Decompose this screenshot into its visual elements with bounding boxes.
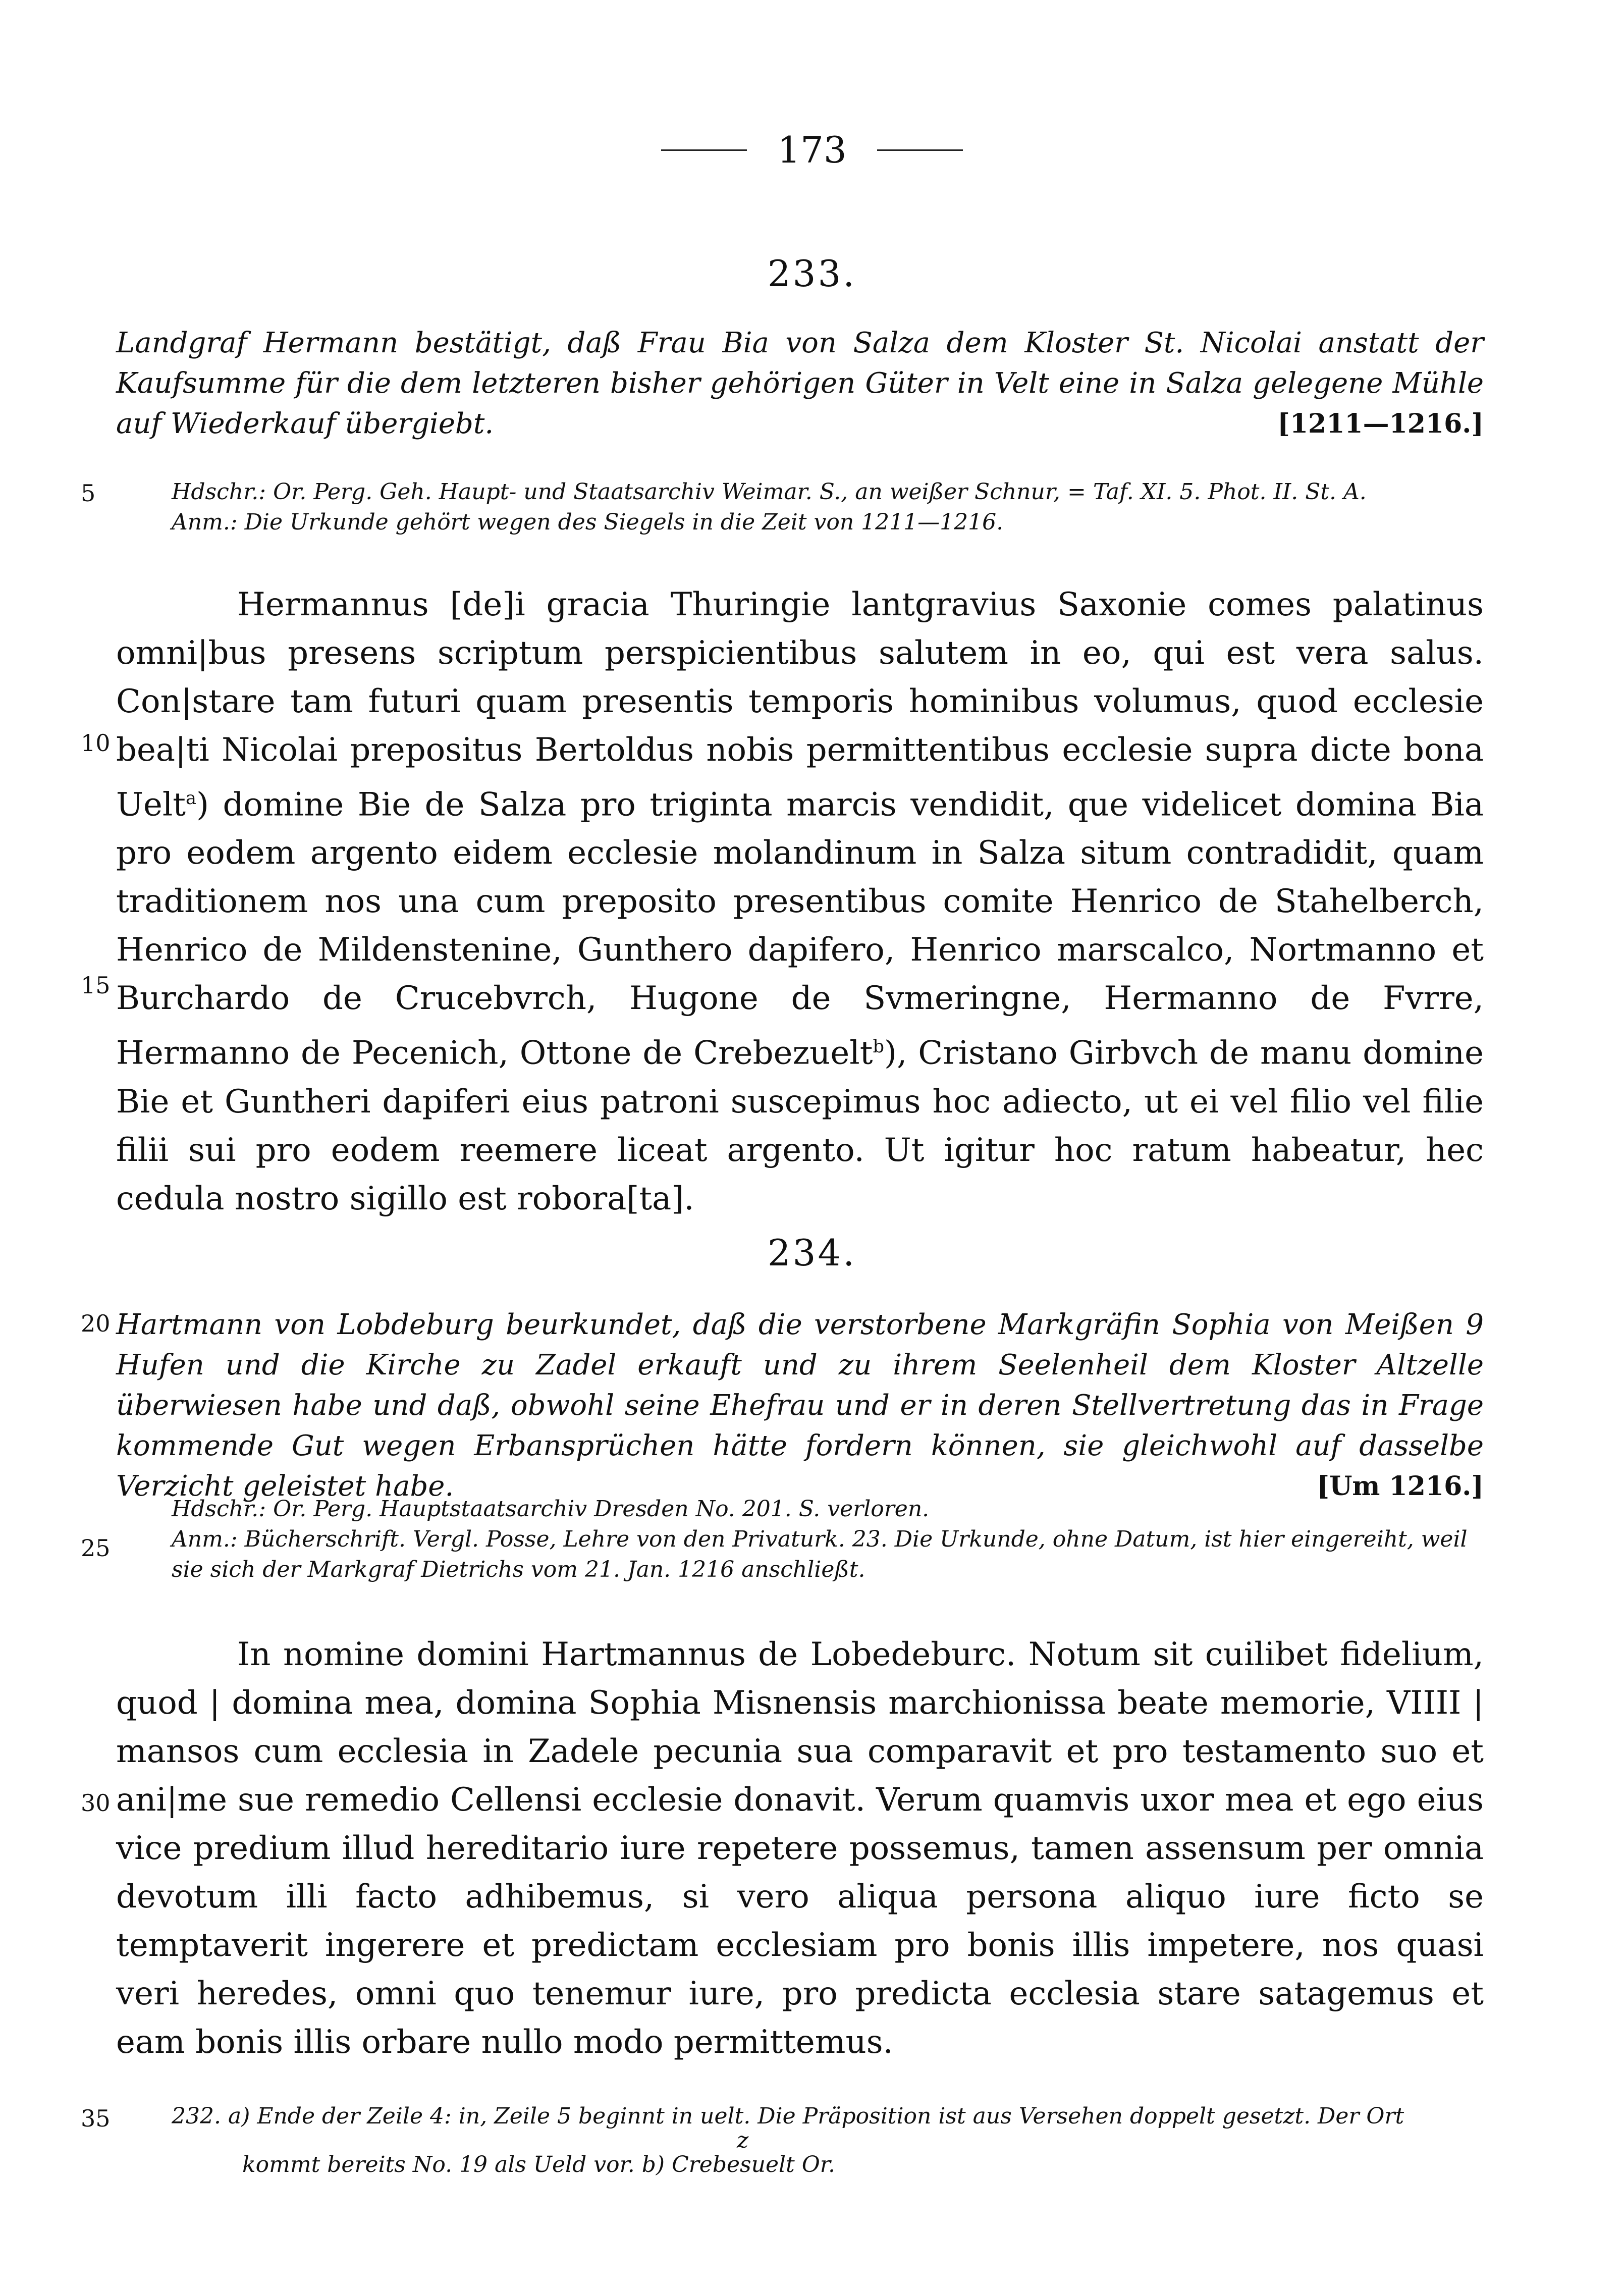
doc-234-regest-text: Hartmann von Lobdeburg beurkundet, daß die verstorbene Markgräfin Sophia von Meißen 9 Hufen und die Kirche zu Zadel erkauft und zu ihrem Seelenheil dem Kloster Altzelle überwiesen habe und daß, obwohl seine Ehefrau und er in deren Stellvertretung das in Frage kommende Gut wegen Erbansprüchen hätte fordern können, sie gleichwohl auf dasselbe Verzicht geleistet habe. <box>116 1308 1484 1503</box>
doc-233-text-a: Hermannus [de]i gracia Thuringie lantgravius Saxonie comes palatinus omni|bus presens scriptum perspicientibus salutem in eo, qui est vera salus. Con|stare tam futuri quam presentis temporis hominibus volumus, quod ecclesie bea|ti Nicolai prepositus Bertoldus nobis permittentibus ecclesie supra dicte bona Uelt <box>116 586 1484 824</box>
doc-233-text-b: ) domine Bie de Salza pro triginta marcis vendidit, que videlicet domina Bia pro eodem argento eidem ecclesie molandinum in Salza situm contradidit, quam traditionem nos una cum preposito presentibus comite Henrico de Stahelberch, Henrico de Mildenstenine, Gunthero dapifero, Henrico marscalco, Nortmanno et Burchardo de Crucebvrch, Hugone de Svmeringne, Hermanno de Fvrre, Hermanno de Pecenich, Ottone de Crebezuelt <box>116 786 1484 1072</box>
doc-234-apparatus <box>172 1494 1474 1585</box>
doc-234-date: [Um 1216.] <box>1317 1471 1484 1502</box>
line-number-30: 30 <box>81 1789 111 1817</box>
line-number-25: 25 <box>81 1534 111 1562</box>
line-number-5: 5 <box>81 480 96 507</box>
doc-234-hdschr: Hdschr.: Or. Perg. Hauptstaatsarchiv Dresden No. 201. S. verloren. <box>172 1496 930 1522</box>
footnote-line-1: 232. a) Ende der Zeile 4: in, Zeile 5 beginnt in uelt. Die Präposition ist aus Versehen doppelt gesetzt. Der Ort <box>172 2103 1404 2129</box>
page-number: 173 <box>777 129 847 171</box>
doc-233-regest-text: Landgraf Hermann bestätigt, daß Frau Bia von Salza dem Kloster St. Nicolai anstatt der Kaufsumme für die dem letzteren bisher gehörigen Güter in Velt eine in Salza gelegene Mühle auf Wiederkauf übergiebt. <box>116 327 1484 440</box>
footnote-ref-a: a <box>186 788 196 809</box>
doc-233-date: [1211—1216.] <box>1277 408 1484 439</box>
doc-234-anm: Anm.: Bücherschrift. Vergl. Posse, Lehre von den Privaturk. 23. Die Urkunde, ohne Datum, ist hier eingereiht, weil sie sich der Markgraf Dietrichs vom 21. Jan. 1216 anschließt. <box>172 1526 1468 1582</box>
doc-233-hdschr: Hdschr.: Or. Perg. Geh. Haupt- und Staatsarchiv Weimar. S., an weißer Schnur, = Taf. XI. 5. Phot. II. St. A. <box>172 479 1367 505</box>
line-number-35: 35 <box>81 2105 111 2132</box>
doc-234-regest <box>116 1305 1484 1507</box>
doc-233-paragraph <box>116 580 1484 1223</box>
line-number-10: 10 <box>81 729 111 757</box>
doc-233-text-c: ), Cristano Girbvch de manu domine Bie et Guntheri dapiferi eius patroni suscepimus hoc adiecto, ut ei vel filio vel filie filii sui pro eodem reemere liceat argento. Ut igitur hoc ratum habeatur, hec cedula nostro sigillo est robora[ta]. <box>116 1034 1484 1217</box>
doc-233-anm: Anm.: Die Urkunde gehört wegen des Siegels in die Zeit von 1211—1216. <box>172 509 1004 535</box>
line-number-15: 15 <box>81 972 111 999</box>
doc-234-paragraph: In nomine domini Hartmannus de Lobedeburc. Notum sit cuilibet fidelium, quod | domina mea, domina Sophia Misnensis marchionissa beate memorie, VIIII | mansos cum ecclesia in Zadele pecunia sua comparavit et pro testamento suo et ani|me sue remedio Cellensi ecclesie donavit. Verum quamvis uxor mea et ego eius vice predium illud hereditario iure repetere possemus, tamen assensum per omnia devotum illi facto adhibemus, si vero aliqua persona aliquo iure ficto se temptaverit ingerere et predictam ecclesiam pro bonis illis impetere, nos quasi veri heredes, omni quo tenemur iure, pro predicta ecclesia stare satagemus et eam bonis illis orbare nullo modo permittemus. <box>116 1636 1484 2061</box>
page-header <box>0 129 1624 171</box>
doc-234-text <box>116 1630 1484 2066</box>
footnote-line-2: z <box>737 2128 749 2153</box>
header-rule-right <box>877 149 963 151</box>
line-number-20: 20 <box>81 1310 111 1337</box>
footnote-block <box>172 2100 1474 2182</box>
header-rule-left <box>661 149 747 151</box>
doc-233-number: 233. <box>767 252 857 295</box>
footnote-ref-b: b <box>873 1036 884 1057</box>
doc-234-number: 234. <box>767 1232 857 1274</box>
footnote-line-3: kommt bereits No. 19 als Ueld vor. b) Crebesuelt Or. <box>242 2152 835 2177</box>
doc-233-text <box>116 580 1484 1223</box>
doc-233-apparatus <box>172 477 1474 538</box>
doc-233-regest <box>116 323 1484 444</box>
